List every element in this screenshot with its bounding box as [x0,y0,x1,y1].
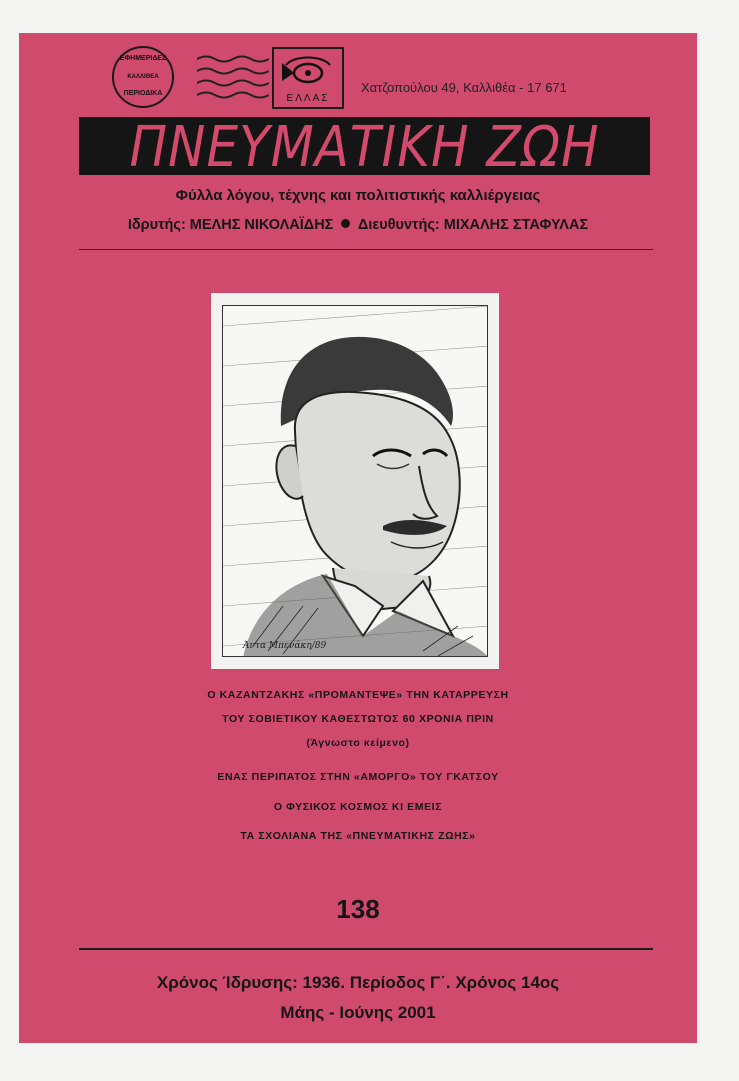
masthead-band [79,114,650,180]
portrait-frame [211,293,499,669]
divider-top [79,249,653,250]
headline-5: Ο ΦΥΣΙΚΟΣ ΚΟΣΜΟΣ ΚΙ ΕΜΕΙΣ [273,801,443,813]
director: Διευθυντής: ΜΙΧΑΛΗΣ ΣΤΑΦΥΛΑΣ [357,217,589,233]
founding-info: Χρόνος Ίδρυσης: 1936. Περίοδος Γ΄. Χρόνος 14ος [156,973,560,992]
stamp-line-1: ΕΦΗΜΕΡΙΔΕΣ [119,55,167,62]
headline-2: ΤΟΥ ΣΟΒΙΕΤΙΚΟΥ ΚΑΘΕΣΤΩΤΟΣ 60 ΧΡΟΝΙΑ ΠΡΙΝ [222,713,494,725]
headline-4: ΕΝΑΣ ΠΕΡΙΠΑΤΟΣ ΣΤΗΝ «ΑΜΟΡΓΟ» ΤΟΥ ΓΚΑΤΣΟΥ [217,771,499,783]
artist-signature: Άντα Μπενάκη/89 [243,641,327,651]
bullet-icon [341,219,350,228]
founder: Ιδρυτής: ΜΕΛΗΣ ΝΙΚΟΛΑΪΔΗΣ [127,217,334,233]
address: Χατζοπούλου 49, Καλλιθέα - 17 671 [361,80,567,95]
postmark-wave-lines [197,53,269,109]
magazine-title: ΠΝΕΥΜΑΤΙΚΗ ΖΩΗ [129,114,600,180]
founders-line [19,217,697,233]
post-horn-icon [274,51,342,95]
headline-6: ΤΑ ΣΧΟΛΙΑΝΑ ΤΗΣ «ΠΝΕΥΜΑΤΙΚΗΣ ΖΩΗΣ» [240,830,476,842]
magazine-subtitle: Φύλλα λόγου, τέχνης και πολιτιστικής καλλιέργειας [175,187,541,204]
issue-date: Μάης - Ιούνης 2001 [280,1003,436,1022]
stamp-line-3: ΠΕΡΙΟΔΙΚΑ [123,90,163,97]
portrait-sketch-icon [223,306,488,657]
divider-bottom [79,948,653,950]
postal-horn-stamp [272,47,344,109]
headline-1: Ο ΚΑΖΑΝΤΖΑΚΗΣ «ΠΡΟΜΑΝΤΕΨΕ» ΤΗΝ ΚΑΤΑΡΡΕΥΣΗ [207,689,509,701]
stamp-country: ΕΛΛΑΣ [286,93,330,104]
issue-number: 138 [336,894,380,924]
portrait-drawing [222,305,488,657]
postal-round-stamp [112,46,174,108]
stamp-line-2: ΚΑΛΛΙΘΕΑ [127,74,159,80]
magazine-cover [19,33,697,1043]
headline-3: (Άγνωστο κείμενο) [306,737,410,749]
